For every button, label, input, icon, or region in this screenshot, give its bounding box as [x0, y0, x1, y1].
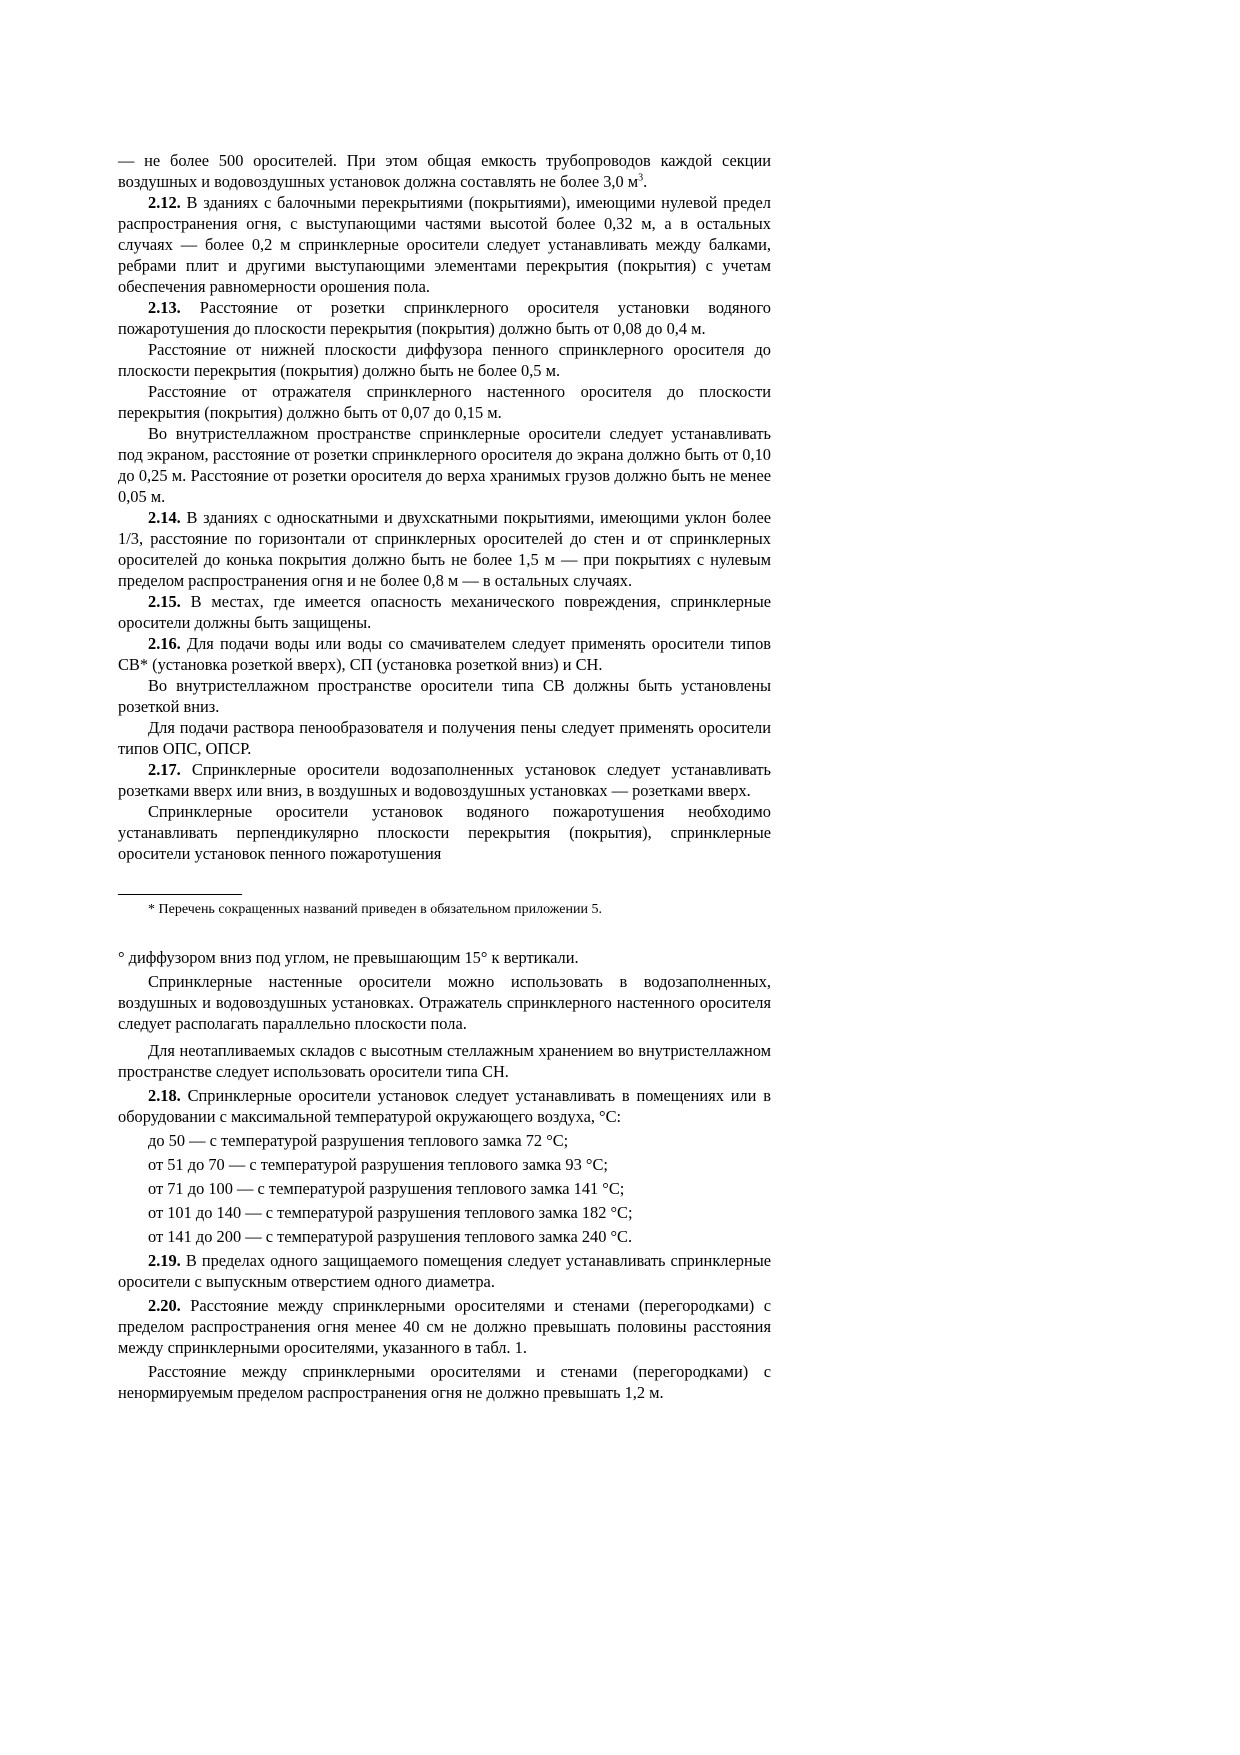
clause-2-19	[118, 1250, 771, 1292]
paragraph-text: — не более 500 оросителей. При этом общая емкость трубопроводов каждой секции воздушных и водовоздушных установок должна составлять не более 3,0 м	[118, 151, 771, 191]
clause-text: В пределах одного защищаемого помещения следует устанавливать спринклерные оросители с выпускным отверстием одного диаметра.	[118, 1251, 771, 1291]
paragraph: Для подачи раствора пенообразователя и получения пены следует применять оросители типов ОПС, ОПСР.	[118, 718, 771, 758]
clause-text: В зданиях с балочными перекрытиями (покрытиями), имеющими нулевой предел распространения огня, с выступающими частями высотой более 0,32 м, а в остальных случаях — более 0,2 м спринклерные оросители следует устанавливать между балками, ребрами плит и другими выступающими элементами перекрытия (покрытия) с учетам обеспечения равномерности орошения пола.	[118, 193, 771, 296]
clause-number: 2.20.	[148, 1296, 181, 1315]
paragraph-continuation: ° диффузором вниз под углом, не превышающим 15° к вертикали.	[118, 948, 579, 967]
clause-number: 2.12.	[148, 193, 181, 212]
clause-number: 2.19.	[148, 1251, 181, 1270]
list-item: от 71 до 100 — с температурой разрушения теплового замка 141 °С;	[148, 1179, 625, 1198]
paragraph: Во внутристеллажном пространстве спринклерные оросители следует устанавливать под экраном, расстояние от розетки спринклерного оросителя до экрана должно быть от 0,10 до 0,25 м. Расстояние от розетки оросителя до верха хранимых грузов должно быть не менее 0,05 м.	[118, 424, 771, 506]
footnote: * Перечень сокращенных названий приведен в обязательном приложении 5.	[148, 902, 602, 917]
clause-number: 2.18.	[148, 1086, 181, 1105]
clause-text: В местах, где имеется опасность механического повреждения, спринклерные оросители должны быть защищены.	[118, 592, 771, 632]
paragraph: Во внутристеллажном пространстве оросители типа СВ должны быть установлены розеткой вниз.	[118, 676, 771, 716]
clause-number: 2.15.	[148, 592, 181, 611]
paragraph-text-end: .	[643, 172, 648, 191]
clause-2-13	[118, 297, 771, 339]
clause-2-16	[118, 633, 771, 675]
clause-text: Расстояние от розетки спринклерного оросителя установки водяного пожаротушения до плоскости перекрытия (покрытия) должно быть от 0,08 до 0,4 м.	[118, 298, 771, 338]
temperature-list	[118, 1130, 771, 1247]
document-page	[118, 150, 771, 1403]
clause-2-17	[118, 759, 771, 801]
paragraph: Спринклерные оросители установок водяного пожаротушения необходимо устанавливать перпендикулярно плоскости перекрытия (покрытия), спринклерные оросители установок пенного пожаротушения	[118, 802, 771, 863]
clause-text: Для подачи воды или воды со смачивателем следует применять оросители типов СВ* (установка розеткой вверх), СП (установка розеткой вниз) и СН.	[118, 634, 771, 674]
paragraph-continuation	[118, 150, 771, 192]
clause-text: Спринклерные оросители установок следует устанавливать в помещениях или в оборудовании с максимальной температурой окружающего воздуха, °С:	[118, 1086, 771, 1126]
list-item: от 141 до 200 — с температурой разрушения теплового замка 240 °С.	[148, 1227, 633, 1246]
clause-number: 2.17.	[148, 760, 181, 779]
paragraph: Для неотапливаемых складов с высотным стеллажным хранением во внутристеллажном пространстве следует использовать оросители типа СН.	[118, 1041, 771, 1081]
clause-number: 2.14.	[148, 508, 181, 527]
clause-2-15	[118, 591, 771, 633]
paragraph: Спринклерные настенные оросители можно использовать в водозаполненных, воздушных и водовоздушных установках. Отражатель спринклерного настенного оросителя следует располагать параллельно плоскости пола.	[118, 972, 771, 1033]
footnote-separator	[118, 894, 242, 895]
clause-2-20	[118, 1295, 771, 1358]
clause-2-18	[118, 1085, 771, 1127]
paragraph: Расстояние между спринклерными оросителями и стенами (перегородками) с ненормируемым пределом распространения огня не должно превышать 1,2 м.	[118, 1362, 771, 1402]
clause-number: 2.16.	[148, 634, 181, 653]
list-item: от 101 до 140 — с температурой разрушения теплового замка 182 °С;	[148, 1203, 633, 1222]
list-item: от 51 до 70 — с температурой разрушения теплового замка 93 °С;	[148, 1155, 608, 1174]
clause-text: Спринклерные оросители водозаполненных установок следует устанавливать розетками вверх или вниз, в воздушных и водовоздушных установках — розетками вверх.	[118, 760, 771, 800]
page-continuation	[118, 947, 771, 1403]
paragraph: Расстояние от отражателя спринклерного настенного оросителя до плоскости перекрытия (покрытия) должно быть от 0,07 до 0,15 м.	[118, 382, 771, 422]
paragraph: Расстояние от нижней плоскости диффузора пенного спринклерного оросителя до плоскости перекрытия (покрытия) должно быть не более 0,5 м.	[118, 340, 771, 380]
clause-number: 2.13.	[148, 298, 181, 317]
superscript: 3	[638, 172, 644, 184]
list-item: до 50 — с температурой разрушения теплового замка 72 °С;	[148, 1131, 569, 1150]
clause-text: В зданиях с односкатными и двухскатными покрытиями, имеющими уклон более 1/3, расстояние по горизонтали от спринклерных оросителей до стен и от спринклерных оросителей до конька покрытия должно быть не более 1,5 м — при покрытиях с нулевым пределом распространения огня и не более 0,8 м — в остальных случаях.	[118, 508, 771, 590]
clause-2-14	[118, 507, 771, 591]
clause-2-12	[118, 192, 771, 297]
clause-text: Расстояние между спринклерными оросителями и стенами (перегородками) с пределом распространения огня менее 40 см не должно превышать половины расстояния между спринклерными оросителями, указанного в табл. 1.	[118, 1296, 771, 1357]
